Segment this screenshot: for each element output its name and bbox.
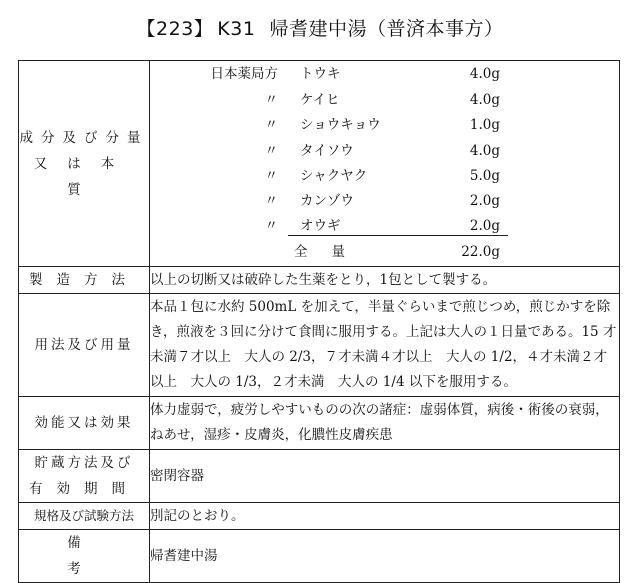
- ingredient-row: [150, 163, 590, 189]
- composition-label-line1: 成分及び分量: [19, 129, 149, 146]
- page-title: [0, 14, 640, 41]
- ingredient-name: カンゾウ: [300, 193, 354, 209]
- usage-row: [19, 294, 620, 397]
- standards-row: [19, 503, 620, 530]
- title-code: K31: [217, 18, 256, 40]
- ingredient-name: トウキ: [300, 66, 341, 82]
- manufacture-row: [19, 267, 620, 294]
- ingredient-row: [150, 188, 590, 214]
- ingredient-name: タイソウ: [300, 143, 354, 159]
- ingredient-name: シャクヤク: [300, 168, 368, 184]
- standards-label: 規格及び試験方法: [19, 503, 150, 530]
- manufacture-text: 以上の切断又は破砕した生薬をとり，1包として製する。: [150, 267, 620, 294]
- ingredient-mark: 〃: [264, 92, 278, 108]
- ingredient-name: オウギ: [300, 218, 341, 234]
- ingredient-amount: 5.0g: [469, 168, 500, 184]
- effects-row: [19, 397, 620, 450]
- ingredient-amount: 1.0g: [469, 117, 500, 133]
- ingredient-row: [150, 61, 590, 87]
- ingredient-amount: 2.0g: [469, 193, 500, 209]
- ingredient-amount: 2.0g: [469, 218, 500, 234]
- remarks-text: 帰耆建中湯: [150, 530, 620, 583]
- remarks-row: [19, 530, 620, 583]
- ingredient-name: ショウキョウ: [300, 117, 381, 133]
- usage-text: 本品１包に水約 500mL を加えて，半量ぐらいまで煎じつめ，煎じかすを除き，煎液を３回に分けて食間に服用する。上記は大人の１日量である。15 才未満７才以上 大人の 2/3，７才未満４才以上 大人の 1/2，４才未満２才以上 大人の 1/3，２才未満 大人の 1/4 以下を服用する。: [150, 294, 620, 397]
- storage-text: 密閉容器: [150, 450, 620, 503]
- composition-label: [19, 61, 150, 267]
- storage-row: [19, 450, 620, 503]
- total-amount: 22.0g: [461, 244, 500, 260]
- ingredient-mark: 〃: [264, 193, 278, 209]
- storage-label-line2: 有効期間: [29, 481, 139, 497]
- storage-label: [19, 450, 150, 503]
- ingredient-amount: 4.0g: [469, 143, 500, 159]
- usage-label: 用法及び用量: [19, 294, 150, 397]
- standards-text: 別記のとおり。: [150, 503, 620, 530]
- ingredient-mark: 日本薬局方: [210, 66, 278, 82]
- ingredient-mark: 〃: [264, 117, 278, 133]
- effects-text: 体力虚弱で，疲労しやすいものの次の諸症：虚弱体質，病後・術後の衰弱，ねあせ，湿疹・皮膚炎，化膿性皮膚疾患: [150, 397, 620, 450]
- ingredient-row: [150, 87, 590, 113]
- ingredient-list: [150, 61, 619, 266]
- ingredient-mark: 〃: [264, 168, 278, 184]
- total-divider: [288, 235, 508, 236]
- ingredient-mark: 〃: [264, 218, 278, 234]
- total-label: 全量: [294, 244, 369, 260]
- monograph-table: [18, 60, 620, 583]
- composition-row: [19, 61, 620, 267]
- ingredient-amount: 4.0g: [469, 92, 500, 108]
- effects-label: 効能又は効果: [19, 397, 150, 450]
- composition-content: [150, 61, 620, 267]
- remarks-label: 備考: [19, 530, 150, 583]
- ingredient-row: [150, 138, 590, 164]
- ingredient-name: ケイヒ: [300, 92, 340, 108]
- composition-label-line2: 又は本質: [33, 155, 135, 198]
- total-row: [150, 239, 590, 265]
- ingredient-amount: 4.0g: [469, 66, 500, 82]
- title-prefix: 【223】: [136, 18, 214, 40]
- manufacture-label: 製造方法: [19, 267, 150, 294]
- title-name: 帰耆建中湯（普済本事方）: [269, 18, 504, 40]
- ingredient-mark: 〃: [264, 143, 278, 159]
- ingredient-row: [150, 112, 590, 138]
- storage-label-line1: 貯蔵方法及び: [34, 455, 134, 471]
